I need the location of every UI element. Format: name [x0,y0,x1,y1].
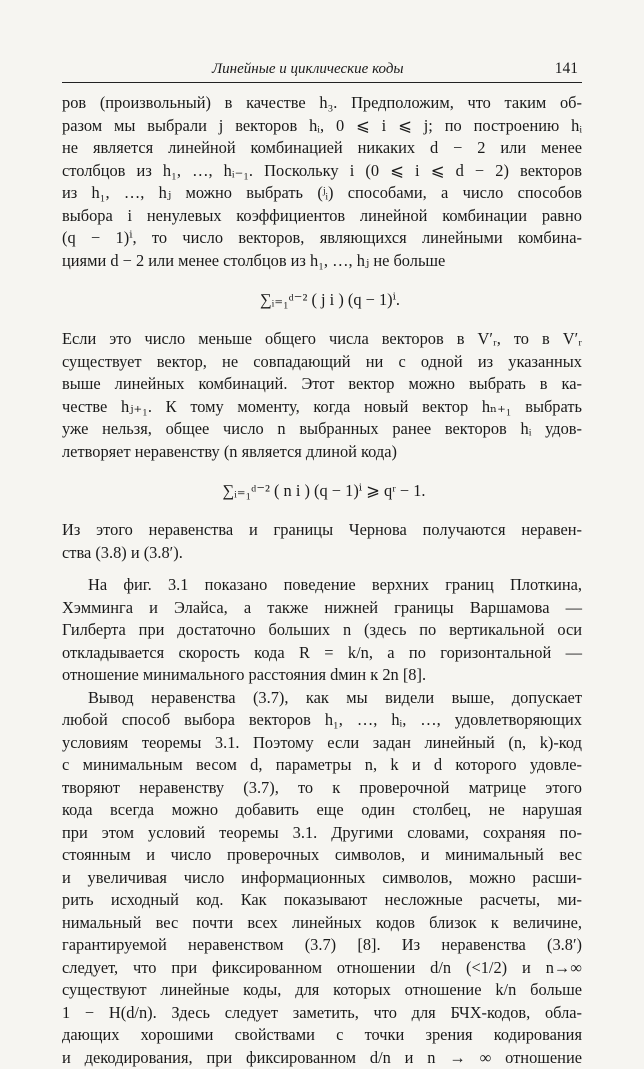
text-line: любой способ выбора векторов h₁, …, hᵢ, …, удовлетворяющих [62,709,582,732]
text-line: отношение минимального расстояния dмин к 2n [8]. [62,664,582,687]
text-line: выше линейных комбинаций. Этот вектор можно выбрать в ка- [62,373,582,396]
paragraph-5 [62,687,582,1069]
page-body [62,92,582,1069]
text-line: разом мы выбрали j векторов hᵢ, 0 ⩽ i ⩽ j; по построению hᵢ [62,115,582,138]
text-line: дающих хорошими свойствами с точки зрения кодирования [62,1024,582,1047]
text-line: честве hⱼ₊₁. К тому моменту, когда новый вектор hₙ₊₁ выбрать [62,396,582,419]
text-line: и увеличивая число информационных символов, можно расши- [62,867,582,890]
text-line: стоянным и число проверочных символов, и минимальный вес [62,844,582,867]
paragraph-2 [62,328,582,463]
text-line: летворяет неравенству (n является длиной кода) [62,441,582,464]
text-line: нимальный вес почти всех линейных кодов близок к величине, [62,912,582,935]
text-line: существует вектор, не совпадающий ни с одной из указанных [62,351,582,374]
text-line: На фиг. 3.1 показано поведение верхних границ Плоткина, [62,574,582,597]
text-line: Хэмминга и Элайса, а также нижней границы Варшамова — [62,597,582,620]
text-line: выбора i ненулевых коэффициентов линейной комбинации равно [62,205,582,228]
text-line: столбцов из h₁, …, hᵢ₋₁. Поскольку i (0 ⩽ i ⩽ d − 2) векторов [62,160,582,183]
text-line: с минимальным весом d, параметры n, k и d которого удовле- [62,754,582,777]
formula-sum-binomial-j: ∑ᵢ₌₁ᵈ⁻² ( j i ) (q − 1)ⁱ. [62,272,582,328]
page-header [62,60,582,83]
paragraph-1 [62,92,582,272]
text-line: гарантируемой неравенством (3.7) [8]. Из неравенства (3.8′) [62,934,582,957]
formula-varshamov-inequality: ∑ᵢ₌₁ᵈ⁻² ( n i ) (q − 1)ⁱ ⩾ qʳ − 1. [62,463,582,519]
paragraph-4 [62,574,582,687]
text-line: и декодирования, при фиксированном d/n и n → ∞ отношение [62,1047,582,1069]
text-line: условиям теоремы 3.1. Поэтому если задан линейный (n, k)-код [62,732,582,755]
text-line: творяют неравенству (3.7), то к проверочной матрице этого [62,777,582,800]
text-line: Вывод неравенства (3.7), как мы видели выше, допускает [62,687,582,710]
text-line: кода всегда можно добавить еще один столбец, не нарушая [62,799,582,822]
text-line: ров (произвольный) в качестве h₃. Предположим, что таким об- [62,92,582,115]
text-line: (q − 1)ⁱ, то число векторов, являющихся линейными комбина- [62,227,582,250]
page-number: 141 [555,60,578,78]
text-line: Гилберта при достаточно больших n (здесь по вертикальной оси [62,619,582,642]
paragraph-3 [62,519,582,564]
text-line: из h₁, …, hⱼ можно выбрать (ʲᵢ) способами, а число способов [62,182,582,205]
text-line: ства (3.8) и (3.8′). [62,542,582,565]
text-line: 1 − H(d/n). Здесь следует заметить, что для БЧХ-кодов, обла- [62,1002,582,1025]
text-line: Если это число меньше общего числа векторов в V′ᵣ, то в V′ᵣ [62,328,582,351]
text-line: откладывается скорость кода R = k/n, а по горизонтальной — [62,642,582,665]
text-line: при этом условий теоремы 3.1. Другими словами, сохраняя по- [62,822,582,845]
text-line: Из этого неравенства и границы Чернова получаются нерaвен- [62,519,582,542]
text-line: уже нельзя, общее число n выбранных ранее векторов hᵢ удов- [62,418,582,441]
text-line: циями d − 2 или менее столбцов из h₁, …, hⱼ не больше [62,250,582,273]
text-line: существуют линейные коды, для которых отношение k/n больше [62,979,582,1002]
text-line: следует, что при фиксированном отношении d/n (<1/2) и n→∞ [62,957,582,980]
text-line: рить исходный код. Как показывают несложные расчеты, ми- [62,889,582,912]
running-title: Линейные и циклические коды [212,61,404,78]
text-line: не является линейной комбинацией никаких d − 2 или менее [62,137,582,160]
